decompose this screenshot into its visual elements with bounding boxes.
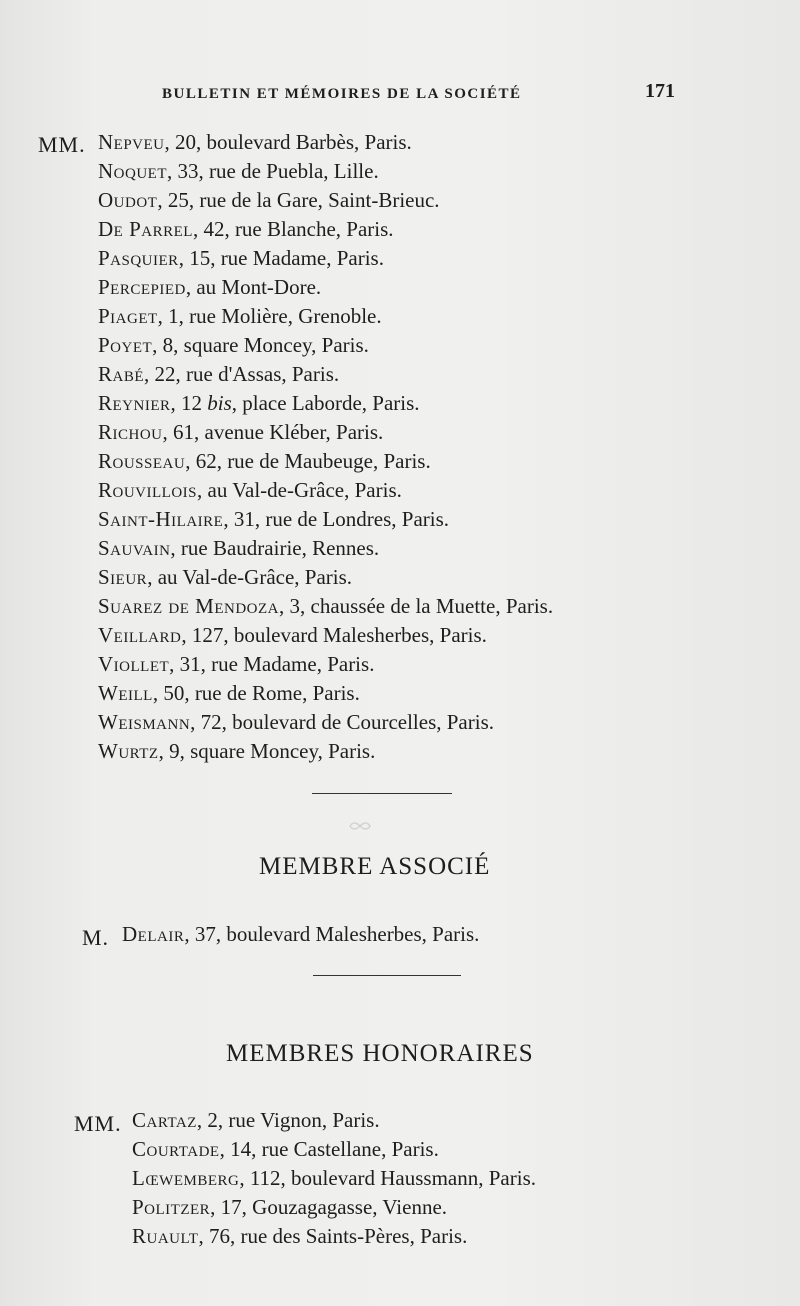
member-name: Rouvillois — [98, 478, 197, 502]
member-address: , 20, boulevard Barbès, Paris. — [164, 130, 412, 154]
member-address: , 22, rue d'Assas, Paris. — [144, 362, 340, 386]
member-address: , 14, rue Castellane, Paris. — [219, 1137, 439, 1161]
page-number: 171 — [645, 80, 675, 102]
list-item — [98, 534, 553, 563]
member-address: , au Val-de-Grâce, Paris. — [147, 565, 353, 589]
list-item — [132, 1164, 536, 1193]
list-item — [98, 215, 553, 244]
members-list — [98, 128, 553, 766]
member-name: Rabé — [98, 362, 145, 386]
member-name: Noquet — [98, 159, 167, 183]
member-address: , 31, rue de Londres, Paris. — [223, 507, 450, 531]
honorary-prefix: MM. — [74, 1111, 122, 1136]
member-name: Ruault — [132, 1224, 199, 1248]
member-name: Weismann — [98, 710, 191, 734]
associate-address: , 37, boulevard Malesherbes, Paris. — [184, 922, 480, 946]
list-item — [98, 476, 553, 505]
member-name: Cartaz — [132, 1108, 197, 1132]
list-item — [98, 447, 553, 476]
list-item — [132, 1135, 536, 1164]
member-address: , 3, chaussée de la Muette, Paris. — [279, 594, 554, 618]
member-address: , 50, rue de Rome, Paris. — [152, 681, 360, 705]
list-item — [98, 708, 553, 737]
member-name: Rousseau — [98, 449, 186, 473]
list-item — [98, 360, 553, 389]
list-item — [132, 1222, 536, 1251]
faint-ornament-icon — [348, 818, 372, 834]
list-item — [98, 157, 553, 186]
member-address: , 9, square Moncey, Paris. — [158, 739, 376, 763]
member-address: , 72, boulevard de Courcelles, Paris. — [190, 710, 494, 734]
member-name: Viollet — [98, 652, 170, 676]
member-address: , 31, rue Madame, Paris. — [169, 652, 375, 676]
member-name: Reynier — [98, 391, 171, 415]
list-item — [98, 186, 553, 215]
member-address: , 42, rue Blanche, Paris. — [192, 217, 394, 241]
member-address: , 2, rue Vignon, Paris. — [196, 1108, 380, 1132]
list-item — [98, 505, 553, 534]
member-name: Weill — [98, 681, 153, 705]
list-item — [98, 563, 553, 592]
member-address: , 76, rue des Saints-Pères, Paris. — [198, 1224, 468, 1248]
member-address: , 15, rue Madame, Paris. — [178, 246, 384, 270]
members-prefix: MM. — [38, 132, 86, 157]
associate-section-title: MEMBRE ASSOCIÉ — [259, 853, 491, 880]
section-divider — [313, 975, 461, 976]
member-address: , rue Baudrairie, Rennes. — [170, 536, 380, 560]
member-name: Lœwemberg — [132, 1166, 240, 1190]
list-item — [98, 737, 553, 766]
list-item — [132, 1193, 536, 1222]
list-item — [98, 389, 553, 418]
section-divider — [312, 793, 452, 794]
list-item — [132, 1106, 536, 1135]
associate-name: Delair — [122, 922, 185, 946]
member-address: , 8, square Moncey, Paris. — [152, 333, 369, 357]
member-address: , 17, Gouzagagasse, Vienne. — [210, 1195, 448, 1219]
member-address: , au Mont-Dore. — [185, 275, 322, 299]
member-address: , 62, rue de Maubeuge, Paris. — [185, 449, 431, 473]
member-name: Oudot — [98, 188, 158, 212]
member-name: Pasquier — [98, 246, 179, 270]
member-address: , 1, rue Molière, Grenoble. — [157, 304, 382, 328]
member-name: Piaget — [98, 304, 158, 328]
running-title: BULLETIN ET MÉMOIRES DE LA SOCIÉTÉ — [162, 86, 522, 102]
list-item — [98, 621, 553, 650]
member-name: Saint-Hilaire — [98, 507, 224, 531]
list-item — [98, 273, 553, 302]
honorary-list — [132, 1106, 536, 1251]
list-item — [98, 650, 553, 679]
associate-prefix: M. — [82, 925, 110, 950]
list-item — [98, 331, 553, 360]
member-name: Veillard — [98, 623, 182, 647]
member-address: , 12 bis, place Laborde, Paris. — [170, 391, 420, 415]
honorary-section-title: MEMBRES HONORAIRES — [226, 1040, 534, 1067]
member-name: Richou — [98, 420, 163, 444]
member-name: Courtade — [132, 1137, 220, 1161]
member-name: Sieur — [98, 565, 148, 589]
member-name: Nepveu — [98, 130, 165, 154]
member-address: , 127, boulevard Malesherbes, Paris. — [181, 623, 487, 647]
list-item — [98, 592, 553, 621]
list-item — [98, 679, 553, 708]
member-address: , 112, boulevard Haussmann, Paris. — [239, 1166, 537, 1190]
associate-entry — [122, 920, 479, 949]
member-name: Poyet — [98, 333, 153, 357]
list-item — [98, 128, 553, 157]
member-name: Sauvain — [98, 536, 171, 560]
list-item — [98, 418, 553, 447]
member-name: Politzer — [132, 1195, 211, 1219]
member-name: Wurtz — [98, 739, 159, 763]
member-address: , 33, rue de Puebla, Lille. — [167, 159, 379, 183]
list-item — [98, 244, 553, 273]
member-name: De Parrel — [98, 217, 193, 241]
member-name: Suarez de Mendoza — [98, 594, 279, 618]
member-address: , au Val-de-Grâce, Paris. — [197, 478, 402, 502]
member-address: , 25, rue de la Gare, Saint-Brieuc. — [157, 188, 440, 212]
member-address: , 61, avenue Kléber, Paris. — [162, 420, 384, 444]
member-name: Percepied — [98, 275, 186, 299]
list-item — [98, 302, 553, 331]
